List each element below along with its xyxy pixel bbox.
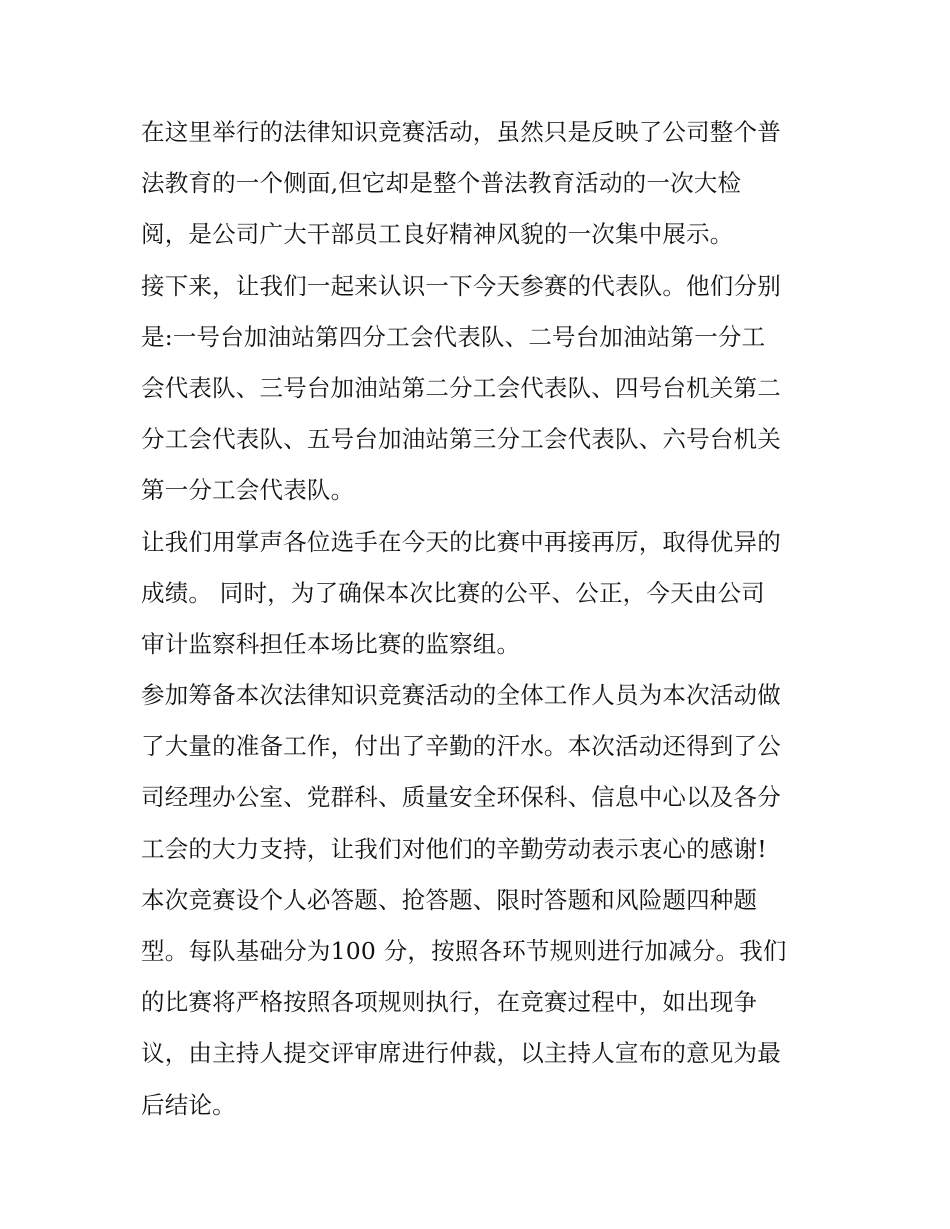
text-line: 分工会代表队、五号台加油站第三分工会代表队、六号台机关 (141, 425, 781, 454)
text-line: 让我们用掌声各位选手在今天的比赛中再接再厉，取得优异的 (141, 527, 781, 556)
document-body (141, 107, 821, 1131)
text-line: 工会的大力支持，让我们对他们的辛勤劳动表示衷心的感谢! (141, 834, 767, 863)
text-line: 了大量的准备工作，付出了辛勤的汗水。本次活动还得到了公 (141, 732, 781, 761)
text-line: 是:一号台加油站第四分工会代表队、二号台加油站第一分工 (141, 322, 766, 351)
text-line: 会代表队、三号台加油站第二分工会代表队、四号台机关第二 (141, 373, 781, 402)
text-line: 本次竞赛设个人必答题、抢答题、限时答题和风险题四种题 (141, 885, 758, 914)
paragraph-thanks (141, 670, 821, 875)
paragraph-opening (141, 107, 821, 261)
paragraph-rules (141, 875, 821, 1131)
text-line: 议，由主持人提交评审席进行仲裁，以主持人宣布的意见为最 (141, 1039, 781, 1068)
text-line: 后结论。 (141, 1090, 236, 1119)
text-line: 成绩。 同时，为了确保本次比赛的公平、公正，今天由公司 (141, 578, 765, 607)
text-line: 型。每队基础分为100 分，按照各环节规则进行加减分。我们 (141, 937, 787, 965)
text-line: 阅，是公司广大干部员工良好精神风貌的一次集中展示。 (141, 220, 734, 249)
text-line: 法教育的一个侧面,但它却是整个普法教育活动的一次大检 (141, 169, 742, 198)
paragraph-supervision (141, 517, 821, 671)
text-line: 的比赛将严格按照各项规则执行，在竞赛过程中，如出现争 (141, 988, 758, 1017)
text-line: 在这里举行的法律知识竞赛活动，虽然只是反映了公司整个普 (141, 118, 781, 146)
text-line: 接下来，让我们一起来认识一下今天参赛的代表队。他们分别 (141, 271, 781, 300)
text-line: 司经理办公室、党群科、质量安全环保科、信息中心以及各分 (141, 783, 781, 812)
paragraph-teams (141, 261, 821, 517)
text-line: 审计监察科担任本场比赛的监察组。 (141, 629, 521, 658)
text-line: 参加筹备本次法律知识竞赛活动的全体工作人员为本次活动做 (141, 681, 781, 710)
text-line: 第一分工会代表队。 (141, 476, 355, 505)
